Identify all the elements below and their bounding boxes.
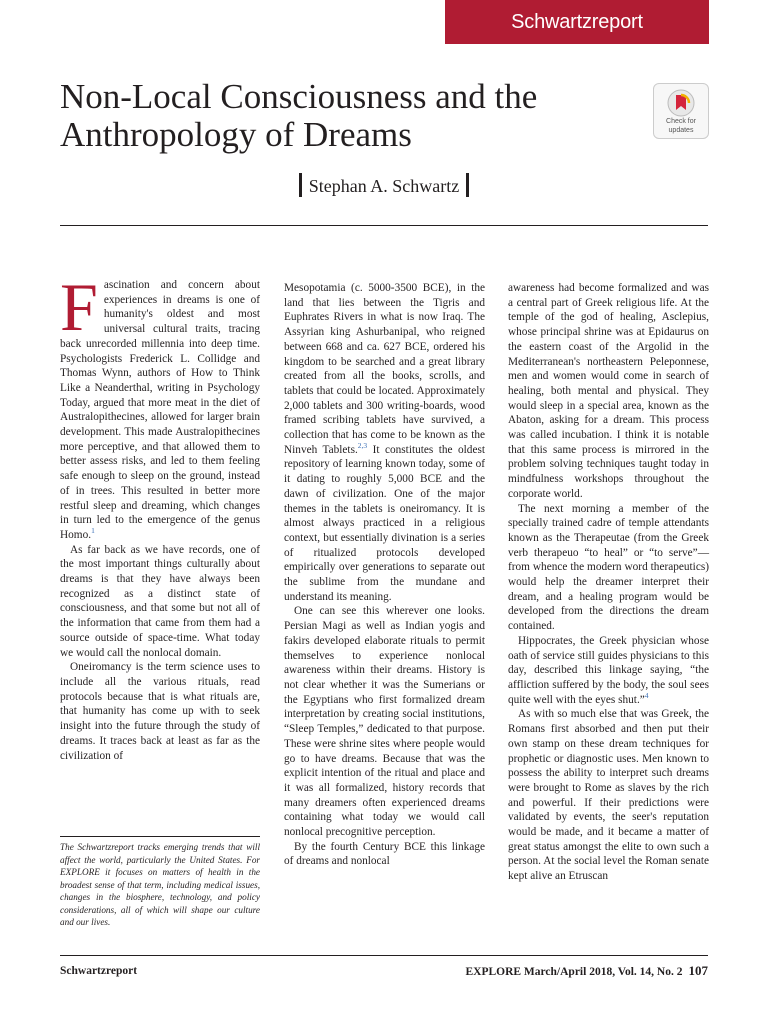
paragraph: As far back as we have records, one of the most important things culturally about dreams is that they have always been recognized as a distinct state of consciousness, and that some but not all of the information that came from them had a source outside of space-time. What today we would call the nonlocal domain. (60, 543, 260, 659)
badge-label-line1: Check for (666, 118, 696, 125)
paragraph (508, 634, 709, 708)
check-for-updates-badge[interactable] (653, 83, 709, 139)
byline-bar-right (466, 173, 469, 197)
paragraph (284, 281, 485, 604)
citation-link[interactable]: 1 (91, 526, 95, 536)
drop-cap: F (60, 269, 98, 345)
footer-journal-info (465, 963, 708, 979)
paragraph: The next morning a member of the specially trained cadre of temple attendants known as the Therapeutae (from the Greek verb therapeuo “to heal” or “to serve”—from whence the modern word therapeutics) would help the dreamer interpret their dream, and a healing program would be developed from the directions the dream contained. (508, 502, 709, 633)
footer-rule (60, 955, 708, 956)
author-byline (0, 172, 768, 200)
citation-link[interactable]: 4 (644, 690, 649, 700)
author-name[interactable]: Stephan A. Schwartz (308, 176, 460, 196)
citation-link[interactable]: 2,3 (357, 440, 368, 450)
badge-label-line2: updates (668, 127, 694, 134)
paragraph: Oneiromancy is the term science uses to include all the various rituals, read protocols because that is what rituals are, that humanity has come up with to seek insight into the future through the study of dreams. It traces back at least as far as the civilization of (60, 661, 260, 762)
column-2 (284, 281, 485, 869)
footer-section-label: Schwartzreport (60, 965, 138, 977)
paragraph (60, 269, 260, 543)
paragraph: awareness had become formalized and was a central part of Greek religious life. At the temple of the god of healing, Asclepius, whose principal shrine was at Epidaurus on the eastern coast of the Argolid in the Mediterranean's northeastern Peleponnese, men and women would come in search of healing, both mental and physical. They would sleep in a special area, known as the Abaton, asking for a dream. This process was called incubation. I think it is notable that this same process is mirrored in the problem solving techniques taught today in mindfulness workshops throughout the corporate world. (508, 282, 709, 500)
section-banner: Schwartzreport (445, 0, 709, 44)
paragraph-text: ascination and concern about experiences in dreams is one of humanity's oldest and most universal cultural traits, tracing back unrecorded millennia into deep time. Psychologists Frederick L. Collidge and Thomas Wynn, authors of How to Think Like a Neanderthal, writing in Psychology Today, argued that more meat in the diet of Australopithecines, allowed for larger brain development. This made Australopithecines more perceptive, and that allowed them to better assess risks, and led to them feeling safe enough to sleep on the ground, instead of in trees. This resulted in better more restful sleep and dreaming, which changes in turn led to the emergence of the genus Homo. (60, 279, 260, 541)
journal-citation: EXPLORE March/April 2018, Vol. 14, No. 2 (465, 966, 683, 978)
paragraph-text: It constitutes the oldest repository of learning known today, some of it dating to roughly 5,000 BCE and the dawn of civilization. One of the major themes in the tablets is oneiromancy. It is almost always practiced in a religious context, but essentially divination is a series of ritualized protocols developed empirically over generations to separate out the sublime from the mundane and understand its meaning. (284, 443, 485, 603)
note-rule (60, 836, 260, 837)
column-1 (60, 269, 260, 763)
byline-bar-left (299, 173, 302, 197)
paragraph: As with so much else that was Greek, the Romans first absorbed and then put their own stamp on these dream techniques for prophetic or diagnostic uses. Men known to possess the ability to interpret such dreams were brought to Rome as slaves by the rich and powerful. If their predictions were validated by events, the seer's reputation would be made, and it became a matter of great status amongst the elite to own such a person. At the social level the Roman senate kept alive an Etruscan (508, 708, 709, 883)
page-number: 107 (688, 963, 708, 978)
article-title: Non-Local Consciousness and the Anthropology of Dreams (60, 77, 538, 154)
paragraph-text: Mesopotamia (c. 5000-3500 BCE), in the land that lies between the Tigris and Euphrates Rivers in what is now Iraq. The Assyrian king Ashurbanipal, who reigned between 668 and ca. 627 BCE, ordered his kingdom to be searched and a great library created from all the books, scrolls, and tablets that could be located. Approximately 2,000 tablets and 300 writing-boards, wood framed scribing tablets have survived, a collection that has come to be known as the Ninveh Tablets. (284, 282, 485, 456)
check-for-updates-icon (667, 89, 695, 117)
column-3 (508, 281, 709, 884)
section-note: The Schwartzreport tracks emerging trends that will affect the world, particularly the United States. For EXPLORE it focuses on matters of health in the broadest sense of that term, including medical issues, changes in the biosphere, technology, and policy considerations, all of which will shape our culture and our lives. (60, 842, 260, 927)
header-rule (60, 225, 708, 226)
paragraph: By the fourth Century BCE this linkage of dreams and nonlocal (284, 840, 485, 868)
paragraph: One can see this wherever one looks. Persian Magi as well as Indian yogis and fakirs developed elaborate rituals to permit themselves to experience nonlocal awareness within their dreams. History is not clear whether it was the Sumerians or the Egyptians who first formalized dream interpretation by creating social institutions, “Sleep Temples,” dedicated to that purpose. These were shrine sites where people would go to have dreams. Because that was the explicit intention of the ritual and place and it was all formalized, history records that many dreamers often experienced dreams containing what today we would call nonlocal precognitive perception. (284, 605, 485, 839)
paragraph-text: Hippocrates, the Greek physician whose oath of service still guides physicians to this day, described this linkage saying, “the affliction suffered by the body, the soul sees quite well with the eyes shut.” (508, 634, 709, 706)
